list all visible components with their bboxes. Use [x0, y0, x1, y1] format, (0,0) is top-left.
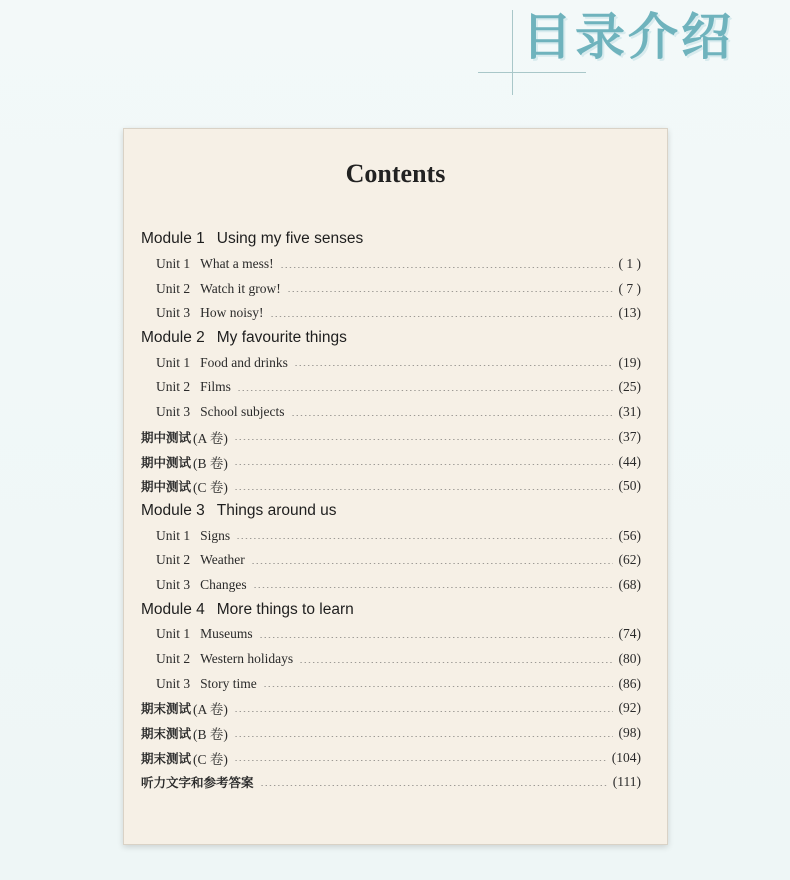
page-number: (104) [611, 749, 641, 765]
page-number: (74) [618, 626, 641, 642]
page-number: (56) [618, 527, 641, 543]
unit-title: How noisy! [200, 305, 264, 321]
leader-dots [234, 439, 613, 440]
leader-dots [299, 662, 612, 663]
page-number: (13) [618, 305, 641, 321]
leader-dots [236, 538, 612, 539]
leader-dots [234, 489, 613, 490]
unit-label: Unit 2 [156, 552, 191, 568]
toc-m3-unit-2[interactable] [141, 548, 641, 573]
leader-dots [291, 415, 613, 416]
unit-label: Unit 1 [156, 354, 191, 370]
toc-module-3[interactable] [141, 499, 641, 524]
toc-m1-unit-3[interactable] [141, 301, 641, 326]
page-number: (92) [618, 700, 641, 716]
page-title: Contents [345, 159, 446, 188]
toc-m2-unit-1[interactable] [141, 350, 641, 375]
page-number: (37) [618, 428, 641, 444]
test-title: 期中测试 [141, 429, 192, 445]
page-number: (31) [618, 404, 641, 420]
leader-dots [234, 736, 613, 737]
toc-final-c[interactable] [141, 745, 641, 770]
toc-m4-unit-1[interactable] [141, 622, 641, 647]
header-divider-horizontal [478, 72, 586, 73]
contents-page [123, 128, 668, 845]
module-title: My favourite things [216, 329, 347, 347]
unit-label: Unit 3 [156, 404, 191, 420]
page-number: (62) [618, 552, 641, 568]
page-number: (80) [618, 651, 641, 667]
toc-midterm-a[interactable] [141, 425, 641, 450]
test-paper: (B 卷) [193, 727, 228, 743]
test-title: 期中测试 [141, 454, 192, 470]
toc-final-a[interactable] [141, 696, 641, 721]
unit-title: What a mess! [200, 256, 274, 272]
unit-label: Unit 3 [156, 305, 191, 321]
page-number: (19) [618, 354, 641, 370]
module-label: Module 2 [141, 329, 205, 347]
unit-label: Unit 2 [156, 379, 191, 395]
leader-dots [253, 587, 613, 588]
test-title: 期中测试 [141, 479, 192, 495]
test-paper: (C 卷) [193, 480, 228, 496]
module-label: Module 4 [141, 600, 205, 618]
module-title: Things around us [216, 501, 337, 519]
header-divider-vertical [512, 10, 513, 95]
unit-label: Unit 3 [156, 675, 191, 691]
leader-dots [259, 637, 613, 638]
toc-module-1[interactable] [141, 227, 641, 252]
unit-title: Signs [200, 527, 231, 543]
unit-title: Museums [200, 626, 253, 642]
unit-label: Unit 1 [156, 256, 191, 272]
module-label: Module 1 [141, 230, 205, 248]
toc-midterm-b[interactable] [141, 449, 641, 474]
unit-title: Watch it grow! [200, 280, 281, 296]
answers-title: 听力文字和参考答案 [141, 775, 254, 791]
module-title: More things to learn [216, 600, 354, 618]
page-number: (68) [618, 576, 641, 592]
test-paper: (A 卷) [193, 702, 228, 718]
leader-dots [270, 316, 613, 317]
header-title: 目录介绍 [522, 8, 734, 66]
leader-dots [287, 291, 613, 292]
toc-module-2[interactable] [141, 326, 641, 351]
unit-title: Changes [200, 576, 247, 592]
leader-dots [260, 785, 607, 786]
unit-label: Unit 2 [156, 651, 191, 667]
toc-m1-unit-1[interactable] [141, 252, 641, 277]
page-number: (86) [618, 675, 641, 691]
module-title: Using my five senses [216, 230, 364, 248]
toc-m2-unit-2[interactable] [141, 375, 641, 400]
unit-title: School subjects [200, 404, 285, 420]
test-paper: (B 卷) [193, 455, 228, 471]
page-number: ( 7 ) [618, 280, 641, 296]
test-paper: (A 卷) [193, 430, 228, 446]
toc-module-4[interactable] [141, 597, 641, 622]
leader-dots [280, 267, 613, 268]
page-number: (44) [618, 453, 641, 469]
leader-dots [251, 563, 613, 564]
toc-answers[interactable] [141, 770, 641, 795]
module-label: Module 3 [141, 501, 205, 519]
unit-label: Unit 1 [156, 527, 191, 543]
toc-m2-unit-3[interactable] [141, 400, 641, 425]
unit-label: Unit 3 [156, 576, 191, 592]
leader-dots [263, 686, 613, 687]
table-of-contents [141, 227, 641, 795]
leader-dots [234, 464, 613, 465]
toc-m3-unit-3[interactable] [141, 573, 641, 598]
test-title: 期末测试 [141, 701, 192, 717]
leader-dots [234, 711, 613, 712]
unit-title: Films [200, 379, 231, 395]
page-number: (98) [618, 725, 641, 741]
toc-m3-unit-1[interactable] [141, 523, 641, 548]
test-paper: (C 卷) [193, 751, 228, 767]
toc-m4-unit-3[interactable] [141, 671, 641, 696]
unit-label: Unit 1 [156, 626, 191, 642]
leader-dots [234, 760, 606, 761]
page-number: (111) [612, 774, 641, 790]
page-number: ( 1 ) [618, 256, 641, 272]
page-number: (25) [618, 379, 641, 395]
test-title: 期末测试 [141, 726, 192, 742]
unit-title: Weather [200, 552, 245, 568]
unit-title: Western holidays [200, 651, 294, 667]
page-number: (50) [618, 478, 641, 494]
toc-m4-unit-2[interactable] [141, 647, 641, 672]
unit-title: Story time [200, 675, 257, 691]
toc-final-b[interactable] [141, 721, 641, 746]
leader-dots [237, 390, 613, 391]
unit-title: Food and drinks [200, 354, 288, 370]
test-title: 期末测试 [141, 750, 192, 766]
leader-dots [294, 365, 613, 366]
toc-m1-unit-2[interactable] [141, 276, 641, 301]
toc-midterm-c[interactable] [141, 474, 641, 499]
unit-label: Unit 2 [156, 280, 191, 296]
